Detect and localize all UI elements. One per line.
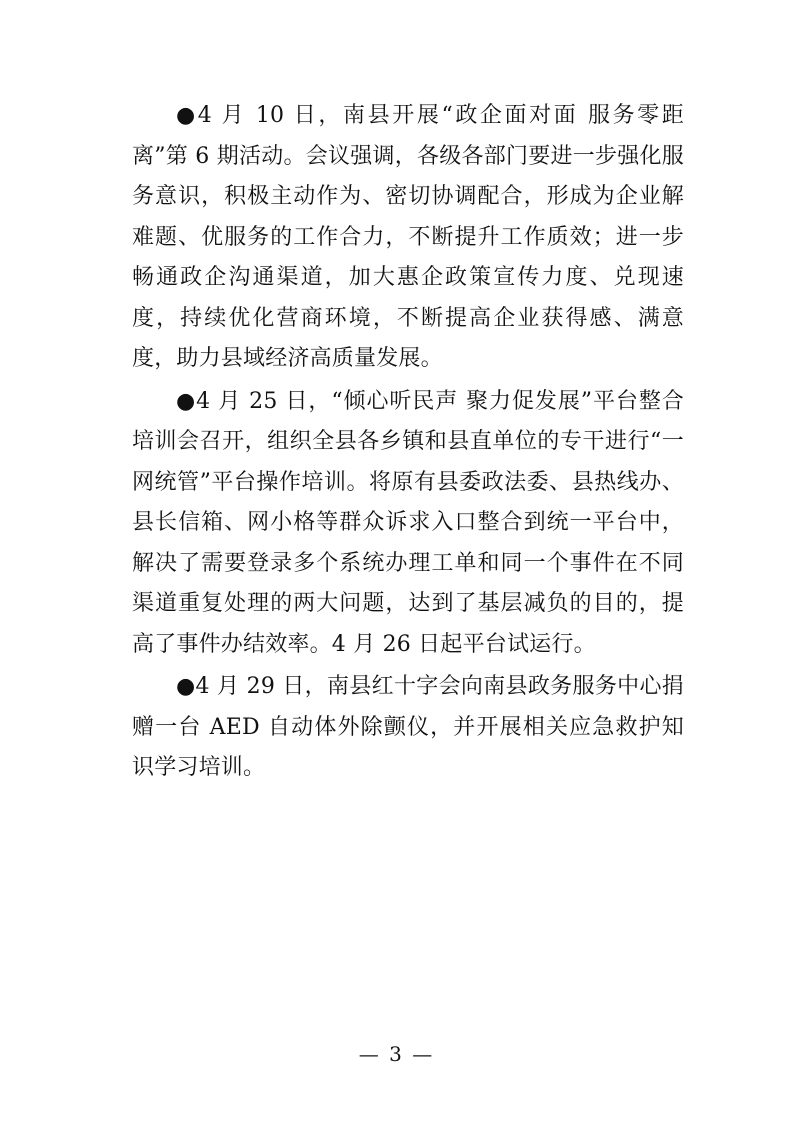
news-item-paragraph: ●4 月 25 日，“倾心听民声 聚力促发展”平台整合培训会召开，组织全县各乡镇和县直单位的专干进行“一网统管”平台操作培训。将原有县委政法委、县热线办、县长信箱、网小格等群众诉求入口整合到统一平台中，解决了需要登录多个系统办理工单和同一个事件在不同渠道重复处理的两大问题，达到了基层减负的目的，提高了事件办结效率。4 月 26 日起平台试运行。 [132,388,684,657]
news-item-paragraph: ●4 月 29 日，南县红十字会向南县政务服务中心捐赠一台 AED 自动体外除颤仪，并开展相关应急救护知识学习培训。 [132,674,684,780]
page-number: — 3 — [358,1042,435,1066]
news-item-paragraph: ●4 月 10 日，南县开展“政企面对面 服务零距离”第 6 期活动。会议强调，各级各部门要进一步强化服务意识，积极主动作为、密切协调配合，形成为企业解难题、优服务的工作合力，不断提升工作质效；进一步畅通政企沟通渠道，加大惠企政策宣传力度、兑现速度，持续优化营商环境，不断提高企业获得感、满意度，助力县域经济高质量发展。 [132,103,684,371]
document-body [132,96,684,791]
